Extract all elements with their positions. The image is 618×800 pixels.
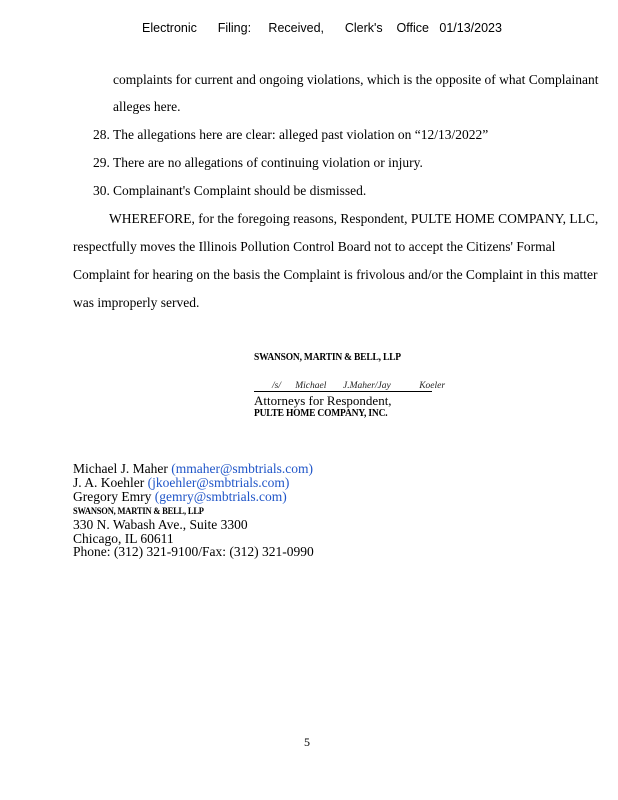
contact-address-line2: Chicago, IL 60611 [73, 531, 174, 546]
contact-maher-name: Michael J. Maher [73, 461, 172, 476]
contact-emry-name: Gregory Emry [73, 489, 155, 504]
signature-firm-name: SWANSON, MARTIN & BELL, LLP [254, 352, 401, 364]
contact-emry-email[interactable]: (gemry@smbtrials.com) [154, 489, 287, 504]
electronic-signature: /s/ Michael J.Maher/Jay Koeler [272, 381, 446, 391]
contact-koehler-email[interactable]: (jkoehler@smbtrials.com) [147, 475, 290, 490]
paragraph-27-continuation-line1: complaints for current and ongoing violations, which is the opposite of what Complainant [113, 72, 599, 87]
wherefore-line4: was improperly served. [73, 295, 200, 310]
paragraph-30-number: 30. [93, 183, 110, 198]
electronic-filing-header: Electronic Filing: Received, Clerk's Office 01/13/2023 [142, 21, 502, 35]
signature-client-name: PULTE HOME COMPANY, INC. [254, 408, 388, 420]
contact-koehler-name: J. A. Koehler [73, 475, 148, 490]
paragraph-30-text: Complainant's Complaint should be dismissed. [113, 183, 367, 198]
wherefore-line3: Complaint for hearing on the basis the Complaint is frivolous and/or the Complaint in this matter [73, 267, 598, 282]
wherefore-line2: respectfully moves the Illinois Pollution Control Board not to accept the Citizens' Formal [73, 239, 556, 254]
contact-address-line1: 330 N. Wabash Ave., Suite 3300 [73, 517, 248, 532]
contact-phone-fax: Phone: (312) 321-9100/Fax: (312) 321-0990 [73, 544, 314, 559]
attorneys-for-label: Attorneys for Respondent, [254, 393, 392, 408]
paragraph-28-number: 28. [93, 127, 110, 142]
contact-maher-email[interactable]: (mmaher@smbtrials.com) [171, 461, 313, 476]
wherefore-line1: WHEREFORE, for the foregoing reasons, Respondent, PULTE HOME COMPANY, LLC, [109, 211, 599, 226]
page-number: 5 [304, 735, 310, 749]
paragraph-29-number: 29. [93, 155, 110, 170]
contact-firm-name: SWANSON, MARTIN & BELL, LLP [73, 505, 204, 517]
paragraph-28-text: The allegations here are clear: alleged past violation on “12/13/2022” [113, 127, 489, 142]
paragraph-27-continuation-line2: alleges here. [113, 99, 181, 114]
paragraph-29-text: There are no allegations of continuing violation or injury. [113, 155, 423, 170]
signature-line [254, 391, 432, 392]
contact-emry [73, 489, 287, 505]
